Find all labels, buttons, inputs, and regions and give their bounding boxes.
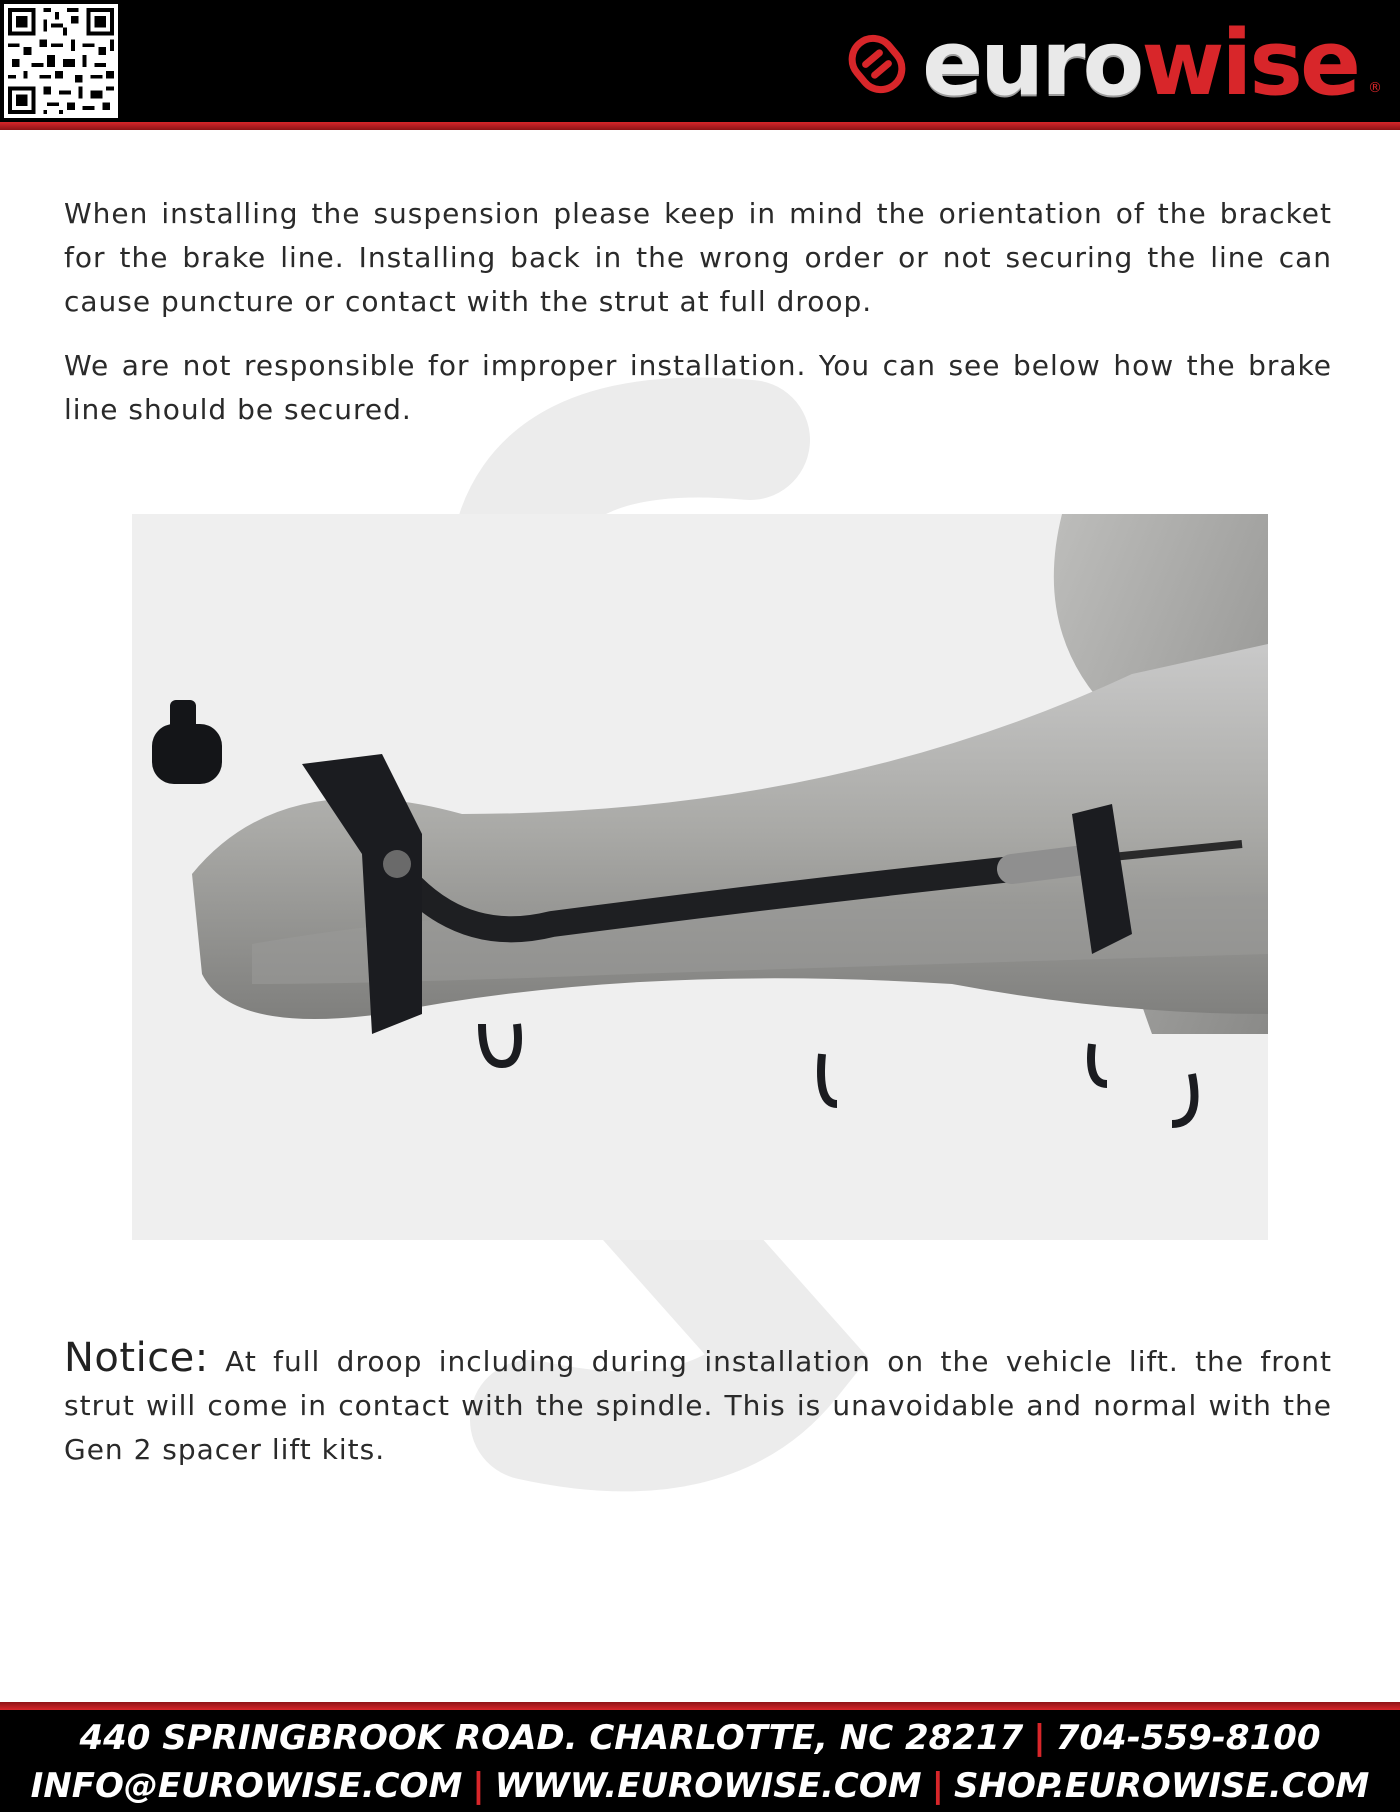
footer-email-link[interactable]: INFO@EUROWISE.COM: [30, 1766, 463, 1806]
footer-red-rule: [0, 1702, 1400, 1710]
footer-contact-line: [0, 1718, 1400, 1758]
notice-label: Notice:: [64, 1335, 209, 1381]
footer-separator: |: [1033, 1718, 1046, 1758]
footer-links-line: [0, 1766, 1400, 1806]
header-red-rule: [0, 122, 1400, 130]
footer-shop-link[interactable]: SHOP.EUROWISE.COM: [954, 1766, 1370, 1806]
page-footer: [0, 1710, 1400, 1812]
notice-text: At full droop including during installation on the vehicle lift. the front strut will come in contact with the spindle. This is unavoidable and normal with the Gen 2 spacer lift kits.: [64, 1345, 1333, 1466]
logo-mark-icon: [842, 29, 912, 99]
footer-website-link[interactable]: WWW.EUROWISE.COM: [494, 1766, 922, 1806]
brake-line-bracket-photo: [132, 514, 1268, 1240]
page-header: [0, 0, 1400, 122]
footer-phone[interactable]: 704-559-8100: [1055, 1718, 1321, 1758]
responsibility-paragraph: We are not responsible for improper installation. You can see below how the brake line should be secured.: [64, 349, 1332, 426]
qr-code[interactable]: [4, 4, 118, 118]
eurowise-logo[interactable]: [822, 11, 1382, 116]
footer-separator: |: [931, 1766, 944, 1806]
footer-address: 440 SPRINGBROOK ROAD. CHARLOTTE, NC 28217: [79, 1718, 1024, 1758]
notice-paragraph: [64, 1336, 1332, 1472]
registered-mark: ®: [1368, 80, 1382, 96]
logo-text-wise: wise: [1141, 11, 1358, 116]
logo-text-euro: euro: [922, 11, 1142, 116]
installation-note-paragraph: When installing the suspension please keep in mind the orientation of the bracket for the brake line. Installing back in the wrong order or not securing the line can cause puncture or contact with the strut at full droop.: [64, 197, 1332, 318]
footer-separator: |: [472, 1766, 485, 1806]
